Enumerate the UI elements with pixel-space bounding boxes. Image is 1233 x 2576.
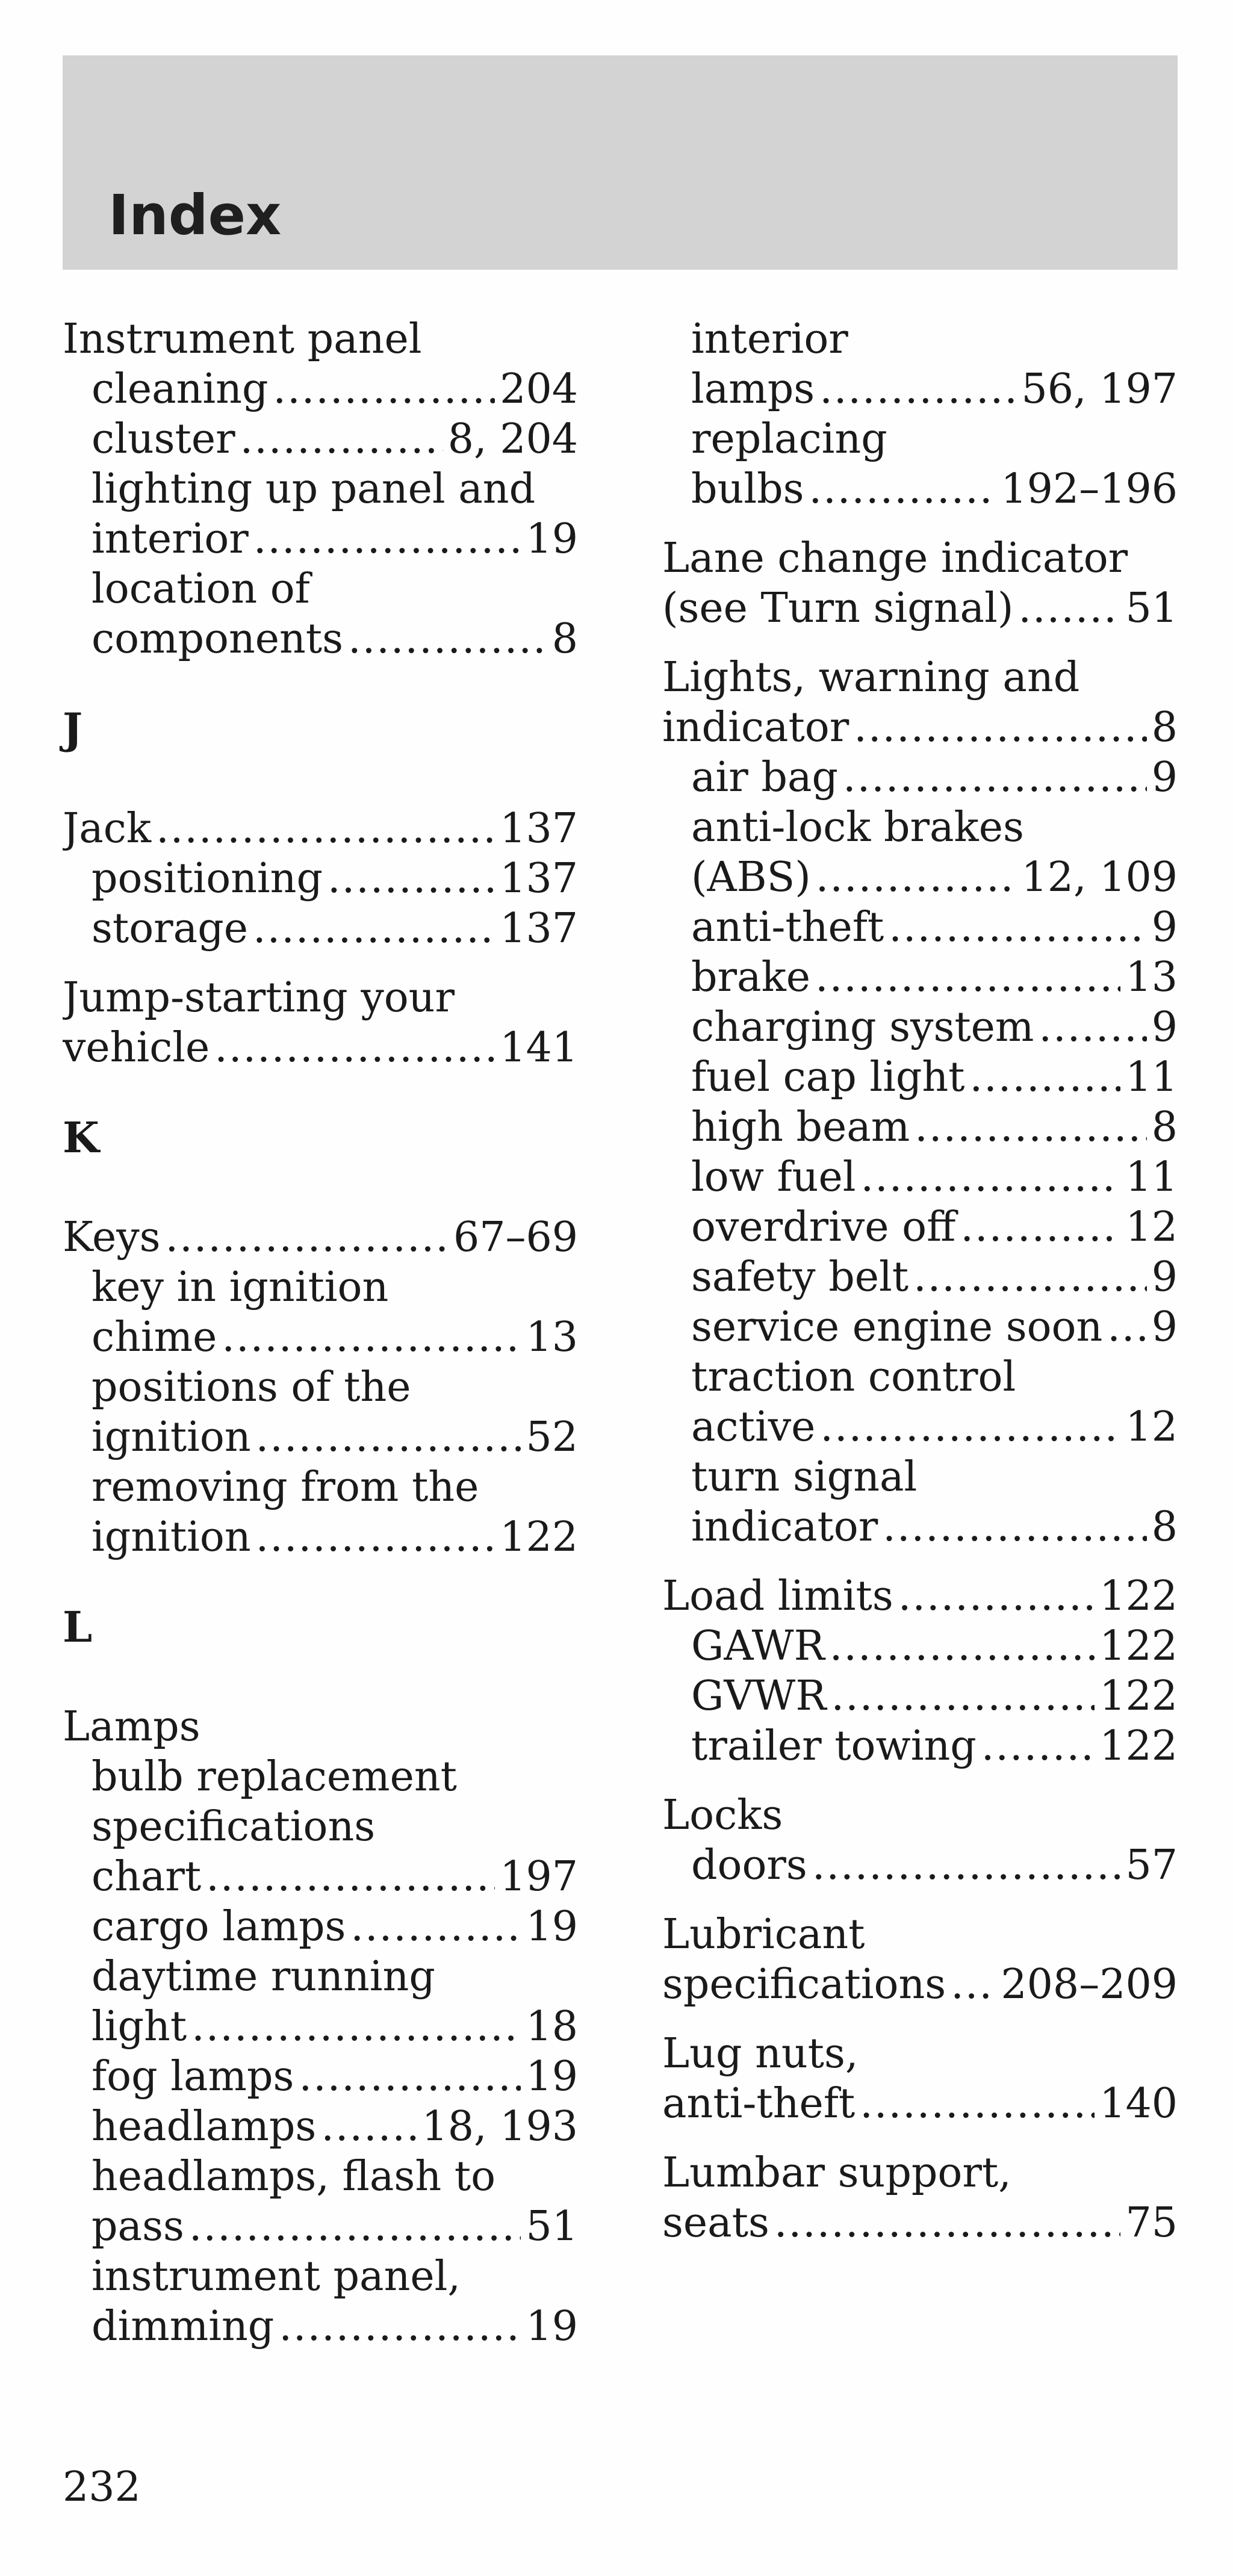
subentry-dimming [63,2301,578,2351]
dot-leader [843,753,1147,802]
section-letter: K [63,1113,99,1162]
subentry-label: cluster [92,415,235,463]
entry-heading: Lug nuts, [662,2030,859,2078]
entry-heading: Lights, warning and [662,654,1080,701]
dot-leader [915,1102,1146,1152]
dot-leader [214,1023,495,1073]
index-header-band [63,55,1178,270]
dot-leader [951,1960,996,2010]
dot-leader [816,852,1017,902]
index-column-right [662,314,1178,2248]
entry-main [63,1212,578,1262]
subentry-key-in-ignition [63,1312,578,1362]
dot-leader [279,2301,521,2351]
subentry-label: GVWR [691,1672,827,1720]
subentry-label: pass [92,2203,184,2250]
subentry-headlamps [63,2102,578,2152]
dot-leader [812,1840,1121,1890]
entry-label: Jack [63,805,152,852]
page-reference: 52 [526,1414,578,1461]
dot-leader [350,1902,521,1952]
subentry-label: headlamps [92,2103,317,2150]
dot-leader [774,2198,1121,2248]
subentry-label: storage [92,905,248,952]
entry-label: Load limits [662,1572,893,1620]
subentry-high-beam [662,1102,1178,1152]
entry-main [662,2079,1178,2129]
subentry-charging-system [662,1002,1178,1052]
letter-section-j [63,704,578,804]
page-reference: 56, 197 [1021,365,1178,413]
index-entry-load-limits [662,1571,1178,1771]
subentry-removing [63,1512,578,1562]
dot-leader [913,1252,1147,1302]
page-reference: 19 [526,1903,578,1951]
subentry-label: safety belt [691,1253,909,1301]
page-reference: 9 [1151,1303,1178,1351]
dot-leader [222,1312,521,1362]
subentry-label: brake [691,954,811,1001]
dot-leader [1018,583,1120,633]
index-entry-keys [63,1212,578,1562]
page-reference: 9 [1151,1253,1178,1301]
page-reference: 75 [1125,2199,1178,2247]
subentry-label: high beam [691,1103,910,1151]
subentry-cluster [63,414,578,464]
page-reference: 13 [1125,954,1178,1001]
subentry-positioning [63,854,578,904]
subentry-gvwr [662,1671,1178,1721]
subentry-label: charging system [691,1004,1034,1051]
subentry-flash-to-pass [63,2202,578,2252]
subentry-label: bulbs [691,465,804,513]
dot-leader [206,1852,495,1902]
index-entry-jack [63,804,578,954]
dot-leader [1107,1302,1146,1352]
subentry-bulb-line1: bulb replacement [92,1753,457,1801]
subentry-trailer-towing [662,1721,1178,1771]
dot-leader [1039,1002,1146,1052]
page-reference: 9 [1151,1004,1178,1051]
subentry-storage [63,904,578,954]
page-reference: 8 [1151,704,1178,751]
subentry-label: ignition [92,1414,251,1461]
index-entry-instrument-panel [63,314,578,664]
subentry-anti-theft [662,902,1178,952]
subentry-replacing-bulbs [662,464,1178,514]
subentry-label: trailer towing [691,1722,977,1770]
dot-leader [299,2052,521,2102]
dot-leader [969,1052,1120,1102]
dot-leader [820,1402,1120,1452]
page-reference: 18, 193 [421,2103,578,2150]
entry-label: vehicle [63,1024,210,1072]
subentry-doors [662,1840,1178,1890]
page-reference: 140 [1099,2080,1178,2128]
entry-label: indicator [662,704,849,751]
subentry-label: dimming [92,2303,275,2350]
subentry-location-line1: location of [92,565,310,613]
letter-section-k [63,1113,578,1212]
subentry-label: low fuel [691,1153,856,1201]
subentry-label: air bag [691,754,839,801]
index-entry-lights [662,653,1178,1552]
dot-leader [253,514,521,564]
subentry-label: cargo lamps [92,1903,346,1951]
page-reference: 122 [500,1513,578,1561]
dot-leader [860,2079,1095,2129]
subentry-dimming-line1: instrument panel, [92,2253,461,2300]
dot-leader [156,804,495,854]
index-entry-lubricant [662,1910,1178,2010]
page-reference: 137 [500,805,578,852]
page-reference: 19 [526,515,578,563]
subentry-positions [63,1412,578,1462]
dot-leader [321,2102,417,2152]
subentry-service-engine-soon [662,1302,1178,1352]
page-reference: 12 [1125,1203,1178,1251]
subentry-label: chart [92,1853,202,1901]
subentry-fuel-cap-light [662,1052,1178,1102]
subentry-flash-line1: headlamps, flash to [92,2153,496,2200]
entry-heading: Lamps [63,1703,200,1751]
subentry-cleaning [63,364,578,414]
dot-leader [981,1721,1095,1771]
subentry-label: cleaning [92,365,269,413]
dot-leader [815,952,1120,1002]
subentry-label: components [92,615,344,663]
subentry-fog-lamps [63,2052,578,2102]
page-title: Index [108,183,282,247]
subentry-lighting-line1: lighting up panel and [92,465,536,513]
subentry-label: GAWR [691,1622,825,1670]
page-reference: 9 [1151,754,1178,801]
entry-main [63,1023,578,1073]
subentry-abs [662,852,1178,902]
subentry-traction-active [662,1402,1178,1452]
subentry-removing-line1: removing from the [92,1463,479,1511]
page-reference: 51 [526,2203,578,2250]
entry-heading: Lubricant [662,1911,865,1958]
subentry-key-in-ignition-line1: key in ignition [92,1264,389,1311]
page-reference: 13 [526,1314,578,1361]
entry-heading: Instrument panel [63,315,422,363]
subentry-abs-line1: anti-lock brakes [691,804,1024,851]
entry-label: anti-theft [662,2080,856,2128]
subentry-lighting [63,514,578,564]
subentry-traction-line1: traction control [691,1353,1016,1401]
dot-leader [273,364,495,414]
page-reference: 122 [1099,1622,1178,1670]
index-entry-jump-starting [63,973,578,1073]
subentry-location [63,614,578,664]
subentry-label: positioning [92,855,323,902]
dot-leader [883,1502,1147,1552]
page-reference: 141 [500,1024,578,1072]
dot-leader [854,703,1147,753]
dot-leader [166,1212,449,1262]
page-reference: 192–196 [1001,465,1178,513]
subentry-low-fuel [662,1152,1178,1202]
entry-heading: Jump-starting your [63,974,455,1022]
entry-label: seats [662,2199,769,2247]
entry-main [662,703,1178,753]
subentry-air-bag [662,753,1178,802]
index-entry-lug-nuts [662,2029,1178,2129]
subentry-bulb-line2: specifications [92,1803,376,1851]
index-entry-lamps-continued [662,314,1178,514]
page-reference: 8 [1151,1103,1178,1151]
subentry-daytime-light [63,2002,578,2052]
page-reference: 9 [1151,904,1178,951]
subentry-overdrive-off [662,1202,1178,1252]
entry-heading: Lumbar support, [662,2149,1011,2197]
entry-main [662,583,1178,633]
dot-leader [348,614,547,664]
page-reference: 11 [1125,1153,1178,1201]
section-letter: J [63,704,83,754]
page-reference: 122 [1099,1672,1178,1720]
entry-label: specifications [662,1961,946,2008]
dot-leader [189,2202,521,2252]
subentry-label: indicator [691,1503,878,1551]
page-reference: 122 [1099,1722,1178,1770]
subentry-positions-line1: positions of the [92,1364,411,1411]
subentry-interior-line1: interior [691,315,848,363]
page-reference: 19 [526,2053,578,2100]
entry-heading: Locks [662,1792,783,1839]
entry-main [63,804,578,854]
subentry-label: fuel cap light [691,1054,965,1101]
subentry-label: chime [92,1314,217,1361]
page-reference: 204 [500,365,578,413]
index-entry-locks [662,1790,1178,1890]
section-letter: L [63,1602,93,1652]
page-reference: 137 [500,855,578,902]
page-reference: 8 [551,615,578,663]
page-reference: 208–209 [1001,1961,1178,2008]
subentry-label: doors [691,1842,807,1889]
subentry-label: ignition [92,1513,251,1561]
subentry-safety-belt [662,1252,1178,1302]
letter-section-l [63,1602,578,1702]
page-reference: 12 [1125,1403,1178,1451]
index-entry-lumbar-support [662,2148,1178,2248]
entry-main [662,2198,1178,2248]
dot-leader [889,902,1146,952]
subentry-turn-line1: turn signal [691,1453,918,1501]
page-reference: 8, 204 [447,415,578,463]
dot-leader [253,904,495,954]
subentry-bulb-chart [63,1852,578,1902]
subentry-label: lamps [691,365,815,413]
dot-leader [191,2002,521,2052]
subentry-brake [662,952,1178,1002]
dot-leader [898,1571,1095,1621]
subentry-gawr [662,1621,1178,1671]
subentry-label: service engine soon [691,1303,1103,1351]
subentry-interior-lamps [662,364,1178,414]
page-reference: 137 [500,905,578,952]
page-reference: 8 [1151,1503,1178,1551]
page-reference: 18 [526,2003,578,2050]
page-reference: 51 [1125,585,1178,632]
dot-leader [256,1412,521,1462]
page-reference: 11 [1125,1054,1178,1101]
subentry-label: fog lamps [92,2053,294,2100]
subentry-label: overdrive off [691,1203,956,1251]
subentry-label: light [92,2003,187,2050]
subentry-turn-indicator [662,1502,1178,1552]
dot-leader [256,1512,495,1562]
subentry-replacing-line1: replacing [691,415,887,463]
page-reference: 12, 109 [1021,854,1178,901]
page-reference: 67–69 [453,1214,578,1261]
dot-leader [328,854,495,904]
page-reference: 57 [1125,1842,1178,1889]
dot-leader [831,1671,1095,1721]
page-number: 232 [63,2463,141,2511]
entry-main [662,1571,1178,1621]
page-reference: 19 [526,2303,578,2350]
subentry-cargo-lamps [63,1902,578,1952]
index-entry-lamps [63,1702,578,2351]
index-entry-lane-change [662,533,1178,633]
dot-leader [860,1152,1120,1202]
dot-leader [240,414,443,464]
dot-leader [819,364,1016,414]
page-reference: 197 [500,1853,578,1901]
entry-label: (see Turn signal) [662,585,1014,632]
page-reference: 122 [1099,1572,1178,1620]
subentry-label: anti-theft [691,904,884,951]
subentry-label: interior [92,515,249,563]
dot-leader [830,1621,1095,1671]
subentry-label: (ABS) [691,854,811,901]
dot-leader [809,464,996,514]
subentry-daytime-line1: daytime running [92,1953,435,2000]
index-column-left [63,314,578,2351]
entry-label: Keys [63,1214,161,1261]
subentry-label: active [691,1403,816,1451]
entry-heading: Lane change indicator [662,535,1128,582]
dot-leader [960,1202,1120,1252]
entry-main [662,1960,1178,2010]
